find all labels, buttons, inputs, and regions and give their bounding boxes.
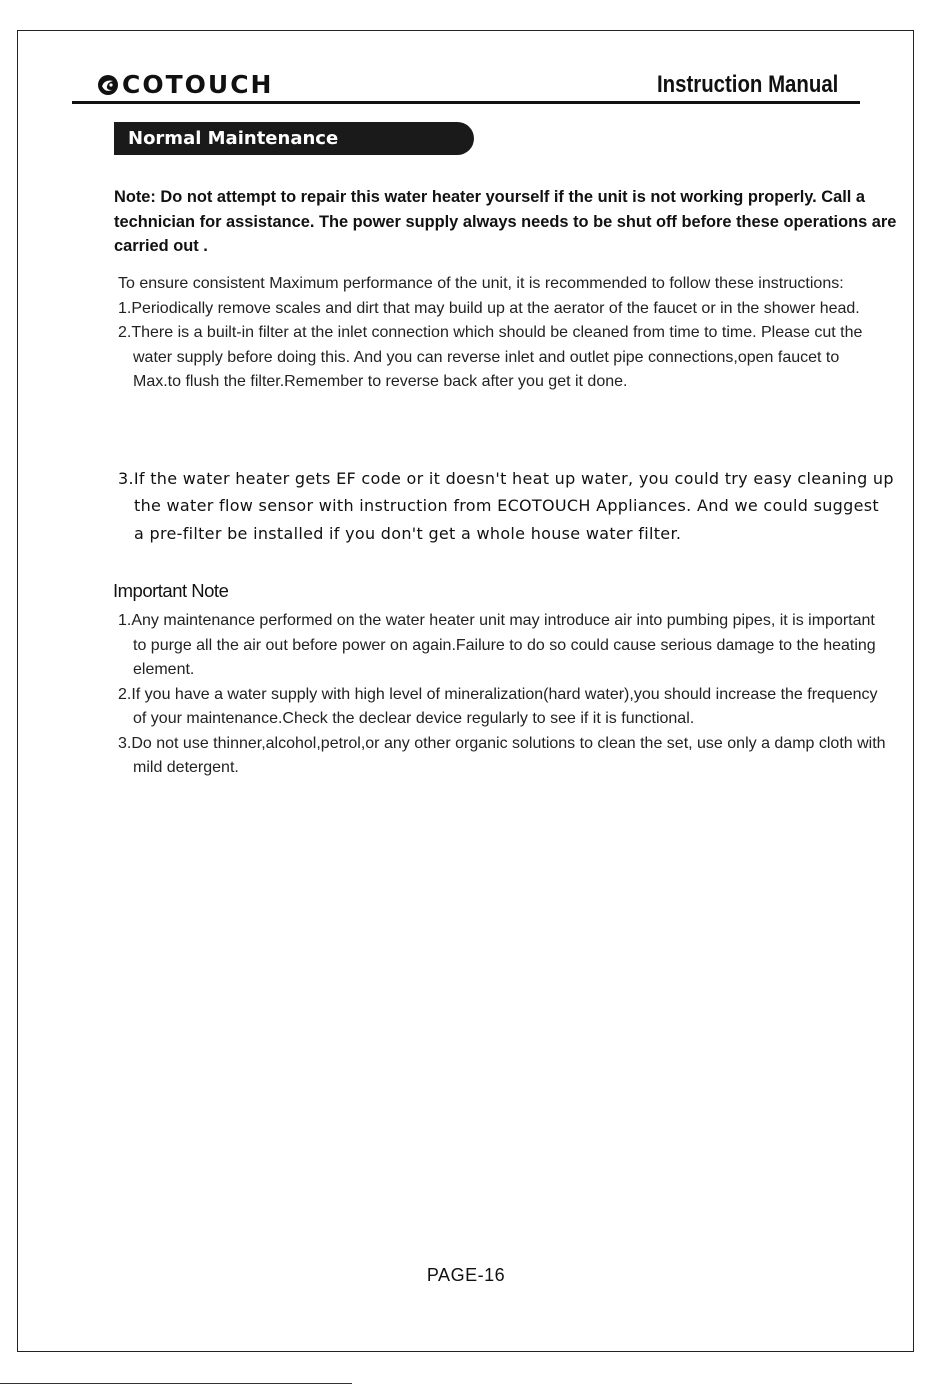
manual-title: Instruction Manual: [656, 71, 838, 98]
maintenance-instructions: [118, 272, 888, 395]
logo-text: COTOUCH: [122, 70, 274, 99]
section-title-banner: Normal Maintenance: [114, 122, 474, 155]
brand-logo: [96, 71, 273, 99]
page-number: PAGE-16: [426, 1265, 506, 1285]
important-item-1: 1.Any maintenance performed on the water heater unit may introduce air into pumbing pipes, it is important to purge all the air out before power on again.Failure to do so could cause serious damage to the heating element.: [118, 612, 876, 678]
important-note-list: [118, 609, 888, 781]
important-note-heading: Important Note: [113, 580, 229, 601]
intro-paragraph: To ensure consistent Maximum performance of the unit, it is recommended to follow these instructions:: [118, 275, 844, 292]
maintenance-item-2: 2.There is a built-in filter at the inlet connection which should be cleaned from time to time. Please cut the water supply before doing this. And you can reverse inlet and outlet pipe connections,open faucet to Max.to flush the filter.Remember to reverse back after you get it done.: [118, 324, 863, 390]
important-item-3: 3.Do not use thinner,alcohol,petrol,or any other organic solutions to clean the set, use only a damp cloth with mild detergent.: [118, 734, 886, 776]
maintenance-item-1: 1.Periodically remove scales and dirt that may build up at the aerator of the faucet or in the shower head.: [118, 299, 860, 317]
bottom-divider: [0, 1383, 352, 1384]
logo-swirl-icon: [96, 73, 120, 97]
important-item-2: 2.If you have a water supply with high level of mineralization(hard water),you should increase the frequency of your maintenance.Check the declear device regularly to see if it is functional.: [118, 685, 878, 727]
maintenance-item-3: 3.If the water heater gets EF code or it doesn't heat up water, you could try easy cleaning up the water flow sensor with instruction from ECOTOUCH Appliances. And we could suggest a pre-filter be installed if you don't get a whole house water filter.: [118, 469, 894, 543]
safety-note: Note: Do not attempt to repair this water heater yourself if the unit is not working properly. Call a technician for assistance. The power supply always needs to be shut off before these operations are carried out .: [114, 188, 897, 255]
header-divider: [72, 101, 860, 104]
